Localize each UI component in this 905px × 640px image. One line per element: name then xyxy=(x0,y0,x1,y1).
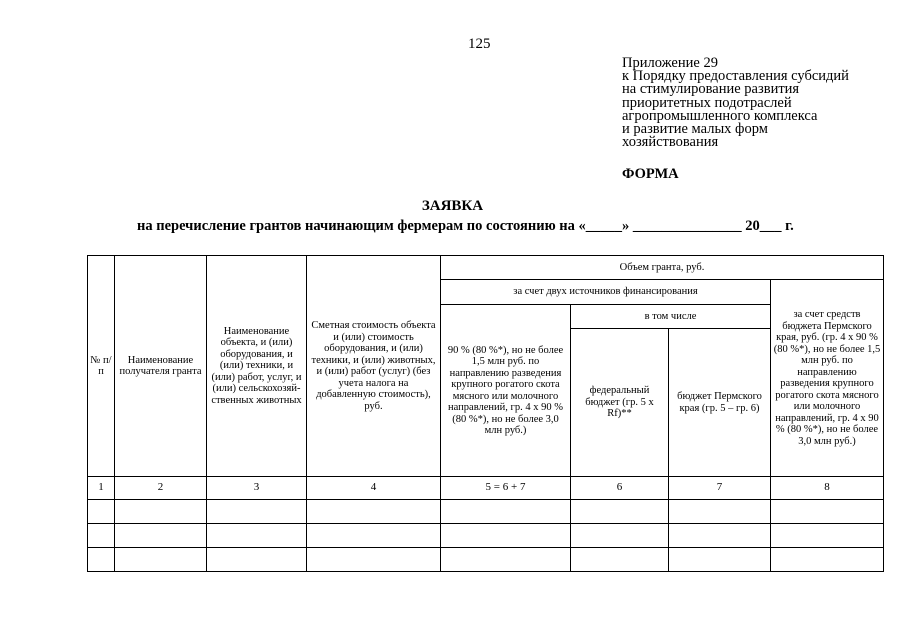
table-cell xyxy=(571,524,669,548)
form-label: ФОРМА xyxy=(622,166,679,182)
appendix-line: Приложение 29 xyxy=(622,55,718,71)
column-number: 4 xyxy=(307,477,441,500)
table-cell xyxy=(115,500,207,524)
table-cell xyxy=(115,524,207,548)
appendix-line: агропромышленного комплекса xyxy=(622,107,818,124)
table-cell xyxy=(207,548,307,572)
table-cell xyxy=(88,524,115,548)
table-cell xyxy=(441,524,571,548)
column-number: 1 xyxy=(88,477,115,500)
grant-application-table xyxy=(87,255,884,572)
header-row-number: № п/п xyxy=(88,256,115,477)
table-cell xyxy=(207,524,307,548)
table-cell xyxy=(88,548,115,572)
table-cell xyxy=(669,524,771,548)
table-cell xyxy=(441,500,571,524)
document-title: ЗАЯВКА xyxy=(421,198,484,214)
appendix-line: хозяйствования xyxy=(622,134,719,151)
header-grant-volume: Объем гранта, руб. xyxy=(441,256,884,280)
column-number: 6 xyxy=(571,477,669,500)
column-number: 2 xyxy=(115,477,207,500)
header-including: в том числе xyxy=(571,305,771,329)
column-number: 7 xyxy=(669,477,771,500)
table-cell xyxy=(771,524,884,548)
appendix-line: приоритетных подотраслей xyxy=(622,94,792,111)
table-cell xyxy=(571,548,669,572)
appendix-line: на стимулирование развития xyxy=(622,81,800,98)
table-cell xyxy=(571,500,669,524)
document-subtitle: на перечисление грантов начинающим фермерам по состоянию на «_____» _______________ 20___ г. xyxy=(137,218,794,234)
table-cell xyxy=(771,548,884,572)
page-number: 125 xyxy=(468,36,491,52)
table-cell xyxy=(771,500,884,524)
header-regional-only: за счет средств бюджета Пермского края, руб. (гр. 4 х 90 % (80 %*), но не более 1,5 млн руб. по направлению разведения крупного рогатого скота мясного или молочного направлений, гр. 4 х 90 % (80 %*), но не более 3,0 млн руб.) xyxy=(771,280,884,477)
table-cell xyxy=(307,500,441,524)
header-regional-budget: бюджет Пермского края (гр. 5 – гр. 6) xyxy=(669,329,771,477)
column-number: 3 xyxy=(207,477,307,500)
table-row xyxy=(88,500,884,524)
table-cell xyxy=(88,500,115,524)
column-number: 5 = 6 + 7 xyxy=(441,477,571,500)
appendix-reference xyxy=(622,57,849,149)
header-two-sources: за счет двух источников финансирования xyxy=(441,280,771,305)
appendix-line: и развитие малых форм xyxy=(622,121,768,138)
table-cell xyxy=(307,548,441,572)
header-90-percent: 90 % (80 %*), но не более 1,5 млн руб. по направлению разведения крупного рогатого скота мясного или молочного направлений, гр. 4 х 90 % (80 %*), но не более 3,0 млн руб.) xyxy=(441,305,571,477)
appendix-line: к Порядку предоставления субсидий xyxy=(622,68,849,85)
table-row xyxy=(88,548,884,572)
table-cell xyxy=(669,548,771,572)
header-object-name: Наименование объекта, и (или) оборудования, и (или) техники, и (или) работ, услуг, и (или) сельскохозяй-ственных животных xyxy=(207,256,307,477)
table-cell xyxy=(207,500,307,524)
column-number: 8 xyxy=(771,477,884,500)
table-cell xyxy=(307,524,441,548)
table-row xyxy=(88,524,884,548)
table-cell xyxy=(669,500,771,524)
header-recipient-name: Наименование получателя гранта xyxy=(115,256,207,477)
header-federal-budget: федеральный бюджет (гр. 5 х Rf)** xyxy=(571,329,669,477)
table-cell xyxy=(441,548,571,572)
header-estimated-cost: Сметная стоимость объекта и (или) стоимость оборудования, и (или) техники, и (или) животных, и (или) работ (услуг) (без учета налога на добавленную стоимость), руб. xyxy=(307,256,441,477)
table-cell xyxy=(115,548,207,572)
